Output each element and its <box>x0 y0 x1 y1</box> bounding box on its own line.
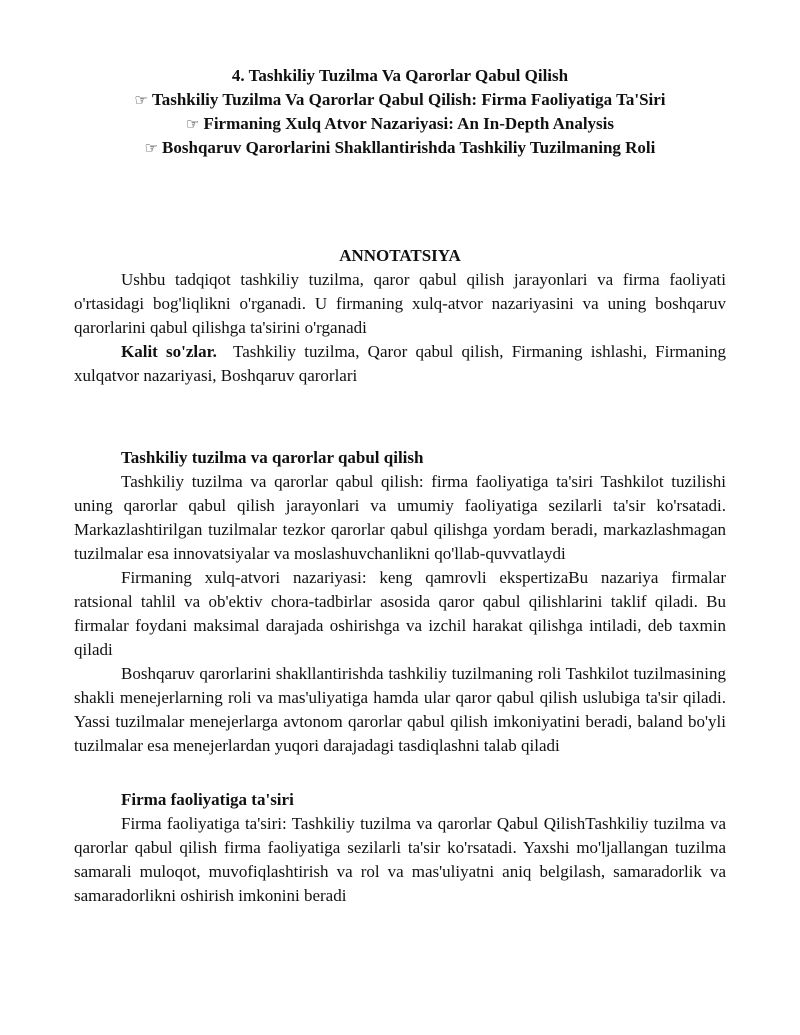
keywords-text: Tashkiliy tuzilma, Qaror qabul qilish, Firmaning ishlashi, Firmaning xulqatvor nazariyasi, Boshqaruv qarorlari <box>74 342 726 385</box>
pointing-hand-icon: ☞ <box>144 139 159 157</box>
subtitle-2 <box>74 112 726 136</box>
paragraph: Firma faoliyatiga ta'siri: Tashkiliy tuzilma va qarorlar Qabul QilishTashkiliy tuzilma va qarorlar qabul qilish firma faoliyatiga sezilarli ta'sir ko'rsatadi. Yaxshi mo'ljallangan tuzilma samarali muloqot, muvofiqlashtirish va rol va mas'uliyatni aniq belgilash, samaradorlik va samaradorlikni oshirish imkonini beradi <box>74 814 726 905</box>
section-heading-structure: Tashkiliy tuzilma va qarorlar qabul qilish <box>121 448 424 467</box>
document-page <box>74 64 726 908</box>
paragraph: Firmaning xulq-atvori nazariyasi: keng qamrovli ekspertizaBu nazariya firmalar ratsional tahlil va ob'ektiv chora-tadbirlar asosida qaror qabul qilishlarini taklif qiladi. Bu firmalar foydani maksimal darajada oshirishga va izchil harakat qilishga intiladi, deb taxmin qiladi <box>74 568 726 659</box>
document-title: 4. Tashkiliy Tuzilma Va Qarorlar Qabul Qilish <box>231 66 569 85</box>
subtitle-2-text: Firmaning Xulq Atvor Nazariyasi: An In-Depth Analysis <box>203 114 615 133</box>
subtitle-1-text: Tashkiliy Tuzilma Va Qarorlar Qabul Qilish: Firma Faoliyatiga Ta'Siri <box>151 90 666 109</box>
paragraph: Boshqaruv qarorlarini shakllantirishda tashkiliy tuzilmaning roli Tashkilot tuzilmasining shakli menejerlarning roli va mas'uliyatiga hamda ular qaror qabul qilish uslubiga ta'sir qiladi. Yassi tuzilmalar menejerlarga avtonom qarorlar qabul qilish imkoniyatini beradi, baland bo'yli tuzilmalar esa menejerlardan yuqori darajadagi tasdiqlashni talab qiladi <box>74 664 726 755</box>
keywords-label: Kalit so'zlar. <box>121 342 217 361</box>
keywords-paragraph <box>74 340 726 388</box>
section-heading-performance: Firma faoliyatiga ta'siri <box>121 790 294 809</box>
annotation-heading: ANNOTATSIYA <box>339 246 461 265</box>
pointing-hand-icon: ☞ <box>185 115 200 133</box>
pointing-hand-icon: ☞ <box>134 91 148 109</box>
subtitle-3-text: Boshqaruv Qarorlarini Shakllantirishda Tashkiliy Tuzilmaning Roli <box>162 138 656 157</box>
paragraph: Tashkiliy tuzilma va qarorlar qabul qilish: firma faoliyatiga ta'siri Tashkilot tuzilishi uning qarorlar qabul qilish jarayonlari va umumiy faoliyatiga sezilarli ta'sir ko'rsatadi. Markazlashtirilgan tuzilmalar tezkor qarorlar qabul qilishga yordam beradi, markazlashmagan tuzilmalar esa innovatsiyalar va moslashuvchanlikni qo'llab-quvvatlaydi <box>74 472 726 563</box>
annotation-text: Ushbu tadqiqot tashkiliy tuzilma, qaror qabul qilish jarayonlari va firma faoliyati o'rtasidagi bog'liqlikni o'rganadi. U firmaning xulq-atvor nazariyasini va uning boshqaruv qarorlarini qabul qilishga ta'sirini o'rganadi <box>74 270 726 337</box>
subtitle-1 <box>74 88 726 112</box>
subtitle-3 <box>74 136 726 160</box>
